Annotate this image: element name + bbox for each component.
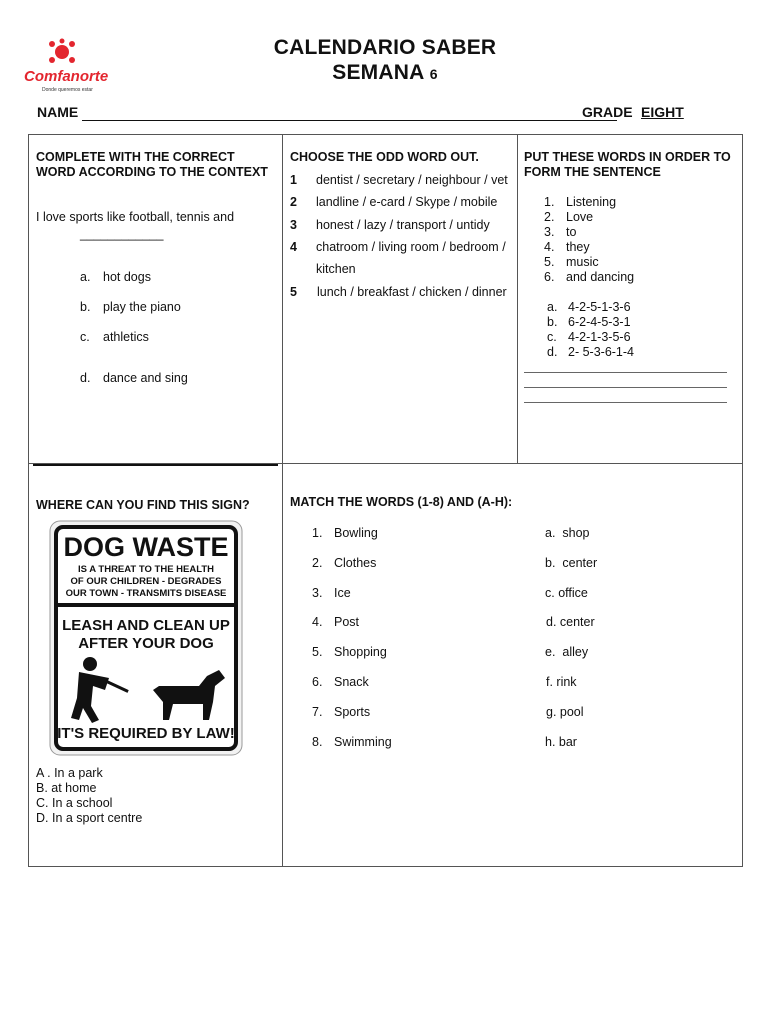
- q3-word-3: 3. to: [544, 225, 577, 239]
- sign-mid2: AFTER YOUR DOG: [78, 635, 214, 652]
- q1-option-c[interactable]: c. athletics: [80, 330, 149, 344]
- page-title-line1: CALENDARIO SABER: [273, 36, 497, 59]
- q1-option-b[interactable]: b. play the piano: [80, 300, 181, 314]
- q5-right-a[interactable]: a. shop: [545, 526, 590, 540]
- q2-item-2[interactable]: 2 landline / e-card / Skype / mobile: [290, 195, 498, 209]
- page-title-line2: [230, 61, 540, 85]
- q5-left-7[interactable]: 7. Sports: [312, 705, 371, 719]
- q5-left-6[interactable]: 6. Snack: [312, 675, 369, 689]
- q5-right-g[interactable]: g. pool: [546, 705, 584, 719]
- q5-right-c[interactable]: c. office: [545, 586, 588, 600]
- q4-option-d[interactable]: D. In a sport centre: [36, 811, 143, 825]
- q3-answer-line-3[interactable]: [524, 402, 727, 403]
- sign-line2: OF OUR CHILDREN - DEGRADES: [70, 576, 222, 587]
- dog-waste-sign-image: [49, 520, 243, 756]
- q5-left-5[interactable]: 5. Shopping: [312, 645, 387, 659]
- sign-line3: OUR TOWN - TRANSMITS DISEASE: [65, 588, 227, 599]
- sign-bottom: IT'S REQUIRED BY LAW!: [57, 725, 235, 742]
- name-grade-row: [37, 104, 687, 124]
- q4-option-a[interactable]: A . In a park: [36, 766, 103, 780]
- q2-item-1[interactable]: 1 dentist / secretary / neighbour / vet: [290, 173, 508, 187]
- divider-v1: [282, 134, 283, 867]
- q2-item-3[interactable]: 3 honest / lazy / transport / untidy: [290, 218, 490, 232]
- q5-right-h[interactable]: h. bar: [545, 735, 577, 749]
- sign-title: DOG WASTE: [63, 532, 229, 562]
- q3-heading: PUT THESE WORDS IN ORDER TO FORM THE SENTENCE: [524, 150, 731, 179]
- name-blank-line[interactable]: [82, 120, 617, 121]
- q5-left-4[interactable]: 4. Post: [312, 615, 360, 629]
- q2-item-5[interactable]: 5 lunch / breakfast / chicken / dinner: [290, 285, 507, 299]
- q4-option-b[interactable]: B. at home: [36, 781, 97, 795]
- q3-option-c[interactable]: c. 4-2-1-3-5-6: [547, 330, 631, 344]
- q3-option-d[interactable]: d. 2- 5-3-6-1-4: [547, 345, 634, 359]
- q3-answer-line-1[interactable]: [524, 372, 727, 373]
- q5-right-e[interactable]: e. alley: [545, 645, 589, 659]
- divider-h-bold: [33, 464, 278, 466]
- q3-answer-line-2[interactable]: [524, 387, 727, 388]
- q1-sentence: I love sports like football, tennis and: [36, 210, 235, 224]
- q3-option-b[interactable]: b. 6-2-4-5-3-1: [547, 315, 631, 329]
- semana-label: SEMANA: [332, 61, 424, 84]
- sign-line1: IS A THREAT TO THE HEALTH: [78, 564, 214, 575]
- grade-value: EIGHT: [641, 104, 684, 120]
- q1-option-a[interactable]: a. hot dogs: [80, 270, 151, 284]
- q5-right-f[interactable]: f. rink: [546, 675, 577, 689]
- q4-option-c[interactable]: C. In a school: [36, 796, 113, 810]
- q5-left-1[interactable]: 1. Bowling: [312, 526, 378, 540]
- q4-heading: WHERE CAN YOU FIND THIS SIGN?: [36, 498, 250, 512]
- q3-word-4: 4. they: [544, 240, 590, 254]
- comfanorte-logo: [22, 38, 114, 96]
- q5-left-3[interactable]: 3. Ice: [312, 586, 351, 600]
- q1-heading: COMPLETE WITH THE CORRECT WORD ACCORDING TO THE CONTEXT: [36, 150, 268, 179]
- logo-tagline: Donde queremos estar: [42, 87, 93, 93]
- q3-word-2: 2. Love: [544, 210, 594, 224]
- q3-word-5: 5. music: [544, 255, 599, 269]
- logo-star-icon: [49, 39, 75, 64]
- divider-v2: [517, 134, 518, 464]
- q5-right-b[interactable]: b. center: [545, 556, 598, 570]
- grade-label: GRADE: [582, 104, 633, 120]
- q1-blank[interactable]: ____________: [80, 227, 164, 241]
- q5-heading: MATCH THE WORDS (1-8) AND (A-H):: [290, 495, 513, 509]
- q3-word-1: 1. Listening: [544, 195, 617, 209]
- name-label: NAME: [37, 104, 79, 120]
- q5-right-d[interactable]: d. center: [546, 615, 595, 629]
- logo-wordmark: Comfanorte: [24, 68, 109, 85]
- q2-heading: CHOOSE THE ODD WORD OUT.: [290, 150, 479, 164]
- q5-left-8[interactable]: 8. Swimming: [312, 735, 392, 749]
- q3-word-6: 6. and dancing: [544, 270, 635, 284]
- sign-mid1: LEASH AND CLEAN UP: [62, 617, 230, 634]
- q5-left-2[interactable]: 2. Clothes: [312, 556, 377, 570]
- q2-item-4[interactable]: 4 chatroom / living room / bedroom /: [290, 240, 506, 254]
- q3-option-a[interactable]: a. 4-2-5-1-3-6: [547, 300, 631, 314]
- week-number: 6: [429, 66, 438, 82]
- q1-option-d[interactable]: d. dance and sing: [80, 371, 188, 385]
